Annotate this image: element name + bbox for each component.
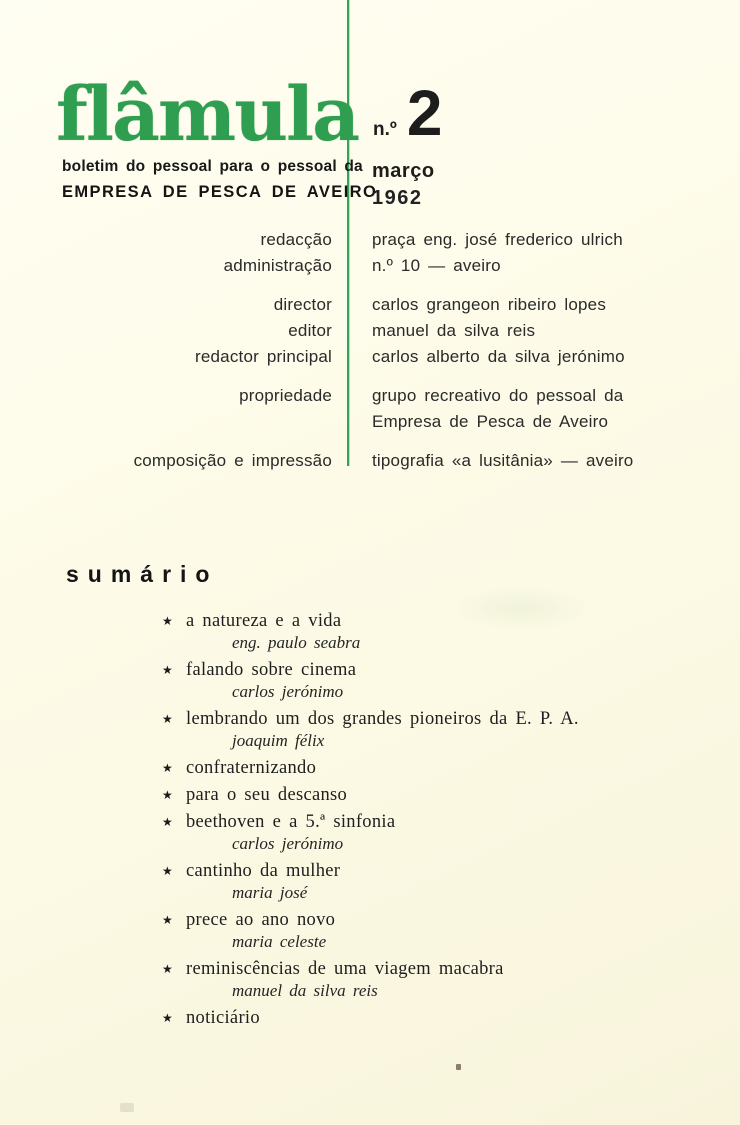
credit-value: carlos grangeon ribeiro lopes [372,295,607,314]
article-title: beethoven e a 5.ª sinfonia [186,812,396,832]
star-bullet-icon: ★ [162,1011,173,1025]
credit-label: redacção [260,230,332,249]
star-bullet-icon: ★ [162,663,173,677]
credit-value: grupo recreativo do pessoal da [372,386,624,405]
article-title: lembrando um dos grandes pioneiros da E. P. A. [186,709,579,729]
summary-item [162,909,722,953]
credit-label: editor [288,321,332,340]
credit-labels [0,448,332,474]
credit-values [372,383,623,435]
article-title: prece ao ano novo [186,910,336,930]
credit-label: propriedade [239,386,332,405]
article-title: noticiário [186,1008,260,1028]
credit-label: director [273,295,332,314]
summary-heading: sumário [66,561,219,587]
article-title: cantinho da mulher [186,861,341,881]
star-bullet-icon: ★ [162,913,173,927]
credit-value: n.º 10 — aveiro [372,256,501,275]
star-bullet-icon: ★ [162,712,173,726]
star-bullet-icon: ★ [162,864,173,878]
credit-values [372,448,633,474]
issue-month: março [372,160,435,182]
summary-item [162,958,722,1002]
credit-value: carlos alberto da silva jerónimo [372,347,625,366]
bulletin-title: flâmula [56,72,359,158]
star-bullet-icon: ★ [162,962,173,976]
credit-values [372,227,623,279]
article-title: para o seu descanso [186,785,348,805]
summary-item [162,1007,722,1029]
credit-values [372,292,625,370]
issue-number-label: n.º [373,118,397,140]
summary-item [162,757,722,779]
article-author: maria josé [232,883,308,902]
credit-value: manuel da silva reis [372,321,536,340]
credit-labels [0,383,332,409]
credit-group [0,383,740,435]
scan-smudge-artifact [120,1103,134,1112]
scan-speck-artifact [456,1064,461,1070]
credit-group [0,448,740,474]
star-bullet-icon: ★ [162,815,173,829]
article-title: a natureza e a vida [186,611,342,631]
article-author: eng. paulo seabra [232,633,361,652]
credit-group [0,227,740,279]
article-author: carlos jerónimo [232,682,344,701]
issue-number-block [373,77,441,149]
summary-item [162,610,722,654]
article-title: reminiscências de uma viagem macabra [186,959,504,979]
article-title: confraternizando [186,758,317,778]
summary-item [162,708,722,752]
credit-value: tipografia «a lusitânia» — aveiro [372,451,634,470]
article-author: carlos jerónimo [232,834,344,853]
article-author: manuel da silva reis [232,981,378,1000]
article-author: joaquim félix [232,731,325,750]
summary-item [162,784,722,806]
credit-value: Empresa de Pesca de Aveiro [372,412,609,431]
credit-labels [0,292,332,370]
credits-block [0,227,740,487]
credit-labels [0,227,332,279]
article-author: maria celeste [232,932,327,951]
article-title: falando sobre cinema [186,660,357,680]
issue-year: 1962 [372,187,423,209]
star-bullet-icon: ★ [162,761,173,775]
credit-label: redactor principal [195,347,332,366]
summary-item [162,659,722,703]
print-showthrough-artifact [450,586,590,630]
credit-label: administração [223,256,332,275]
star-bullet-icon: ★ [162,614,173,628]
summary-list [162,610,722,1034]
company-name: EMPRESA DE PESCA DE AVEIRO [62,183,378,201]
star-bullet-icon: ★ [162,788,173,802]
credit-label: composição e impressão [133,451,332,470]
credit-value: praça eng. josé frederico ulrich [372,230,623,249]
issue-number: 2 [406,77,441,149]
credit-group [0,292,740,370]
summary-item [162,811,722,855]
bulletin-subtitle: boletim do pessoal para o pessoal da [62,158,363,175]
summary-item [162,860,722,904]
